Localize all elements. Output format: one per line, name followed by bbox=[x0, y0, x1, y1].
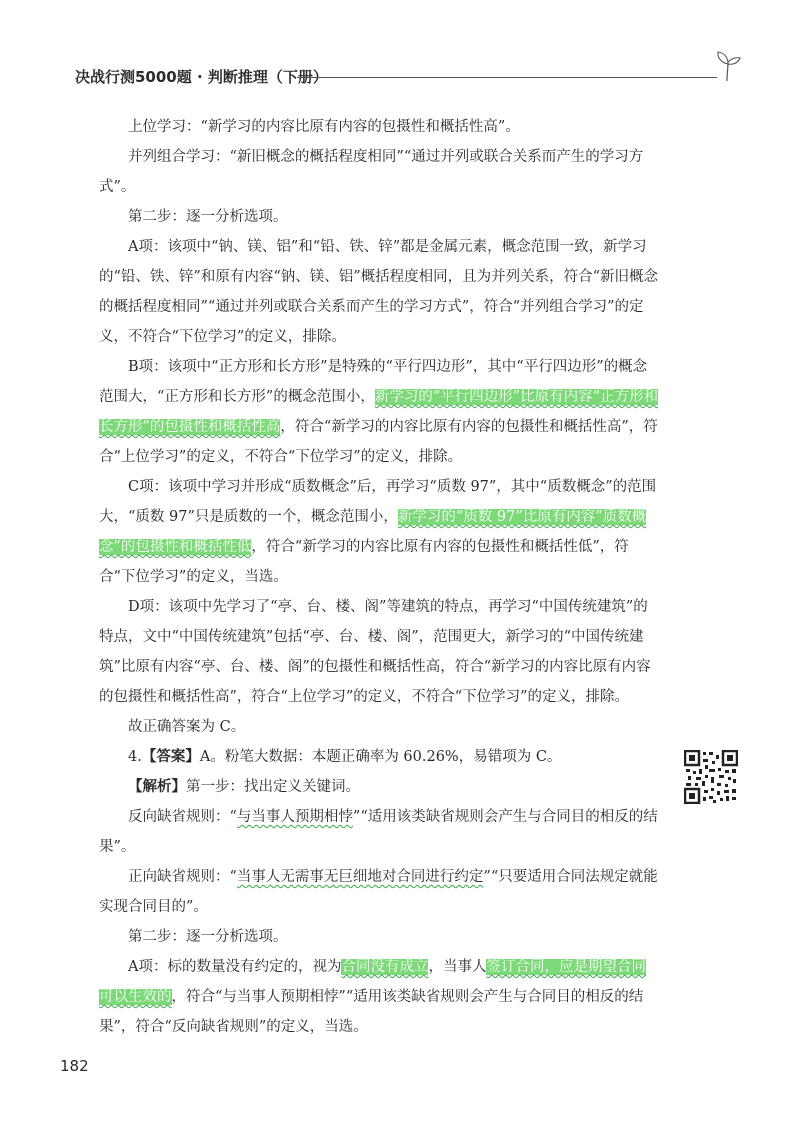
text-run: C项：该项中学习并形成“质数概念”后，再学习“质数 97”，其中“质数概念”的范围大，“质数 97”只是质数的一个，概念范围小， bbox=[99, 479, 657, 525]
body-text bbox=[99, 112, 659, 1042]
text-run: ，符合“新学习的内容比原有内容的包摄性和概括性高”，符合“上位学习”的定义，不符合“下位学习”的定义，排除。 bbox=[99, 419, 658, 465]
qr-code-icon[interactable] bbox=[684, 750, 738, 804]
sprout-icon bbox=[715, 48, 741, 82]
paragraph: D项：该项中先学习了“亭、台、楼、阁”等建筑的特点，再学习“中国传统建筑”的特点，文中“中国传统建筑”包括“亭、台、楼、阁”，范围更大，新学习的“中国传统建筑”比原有内容“亭、台、楼、阁”的包摄性和概括性高，符合“新学习的内容比原有内容的包摄性和概括性高”，符合“上位学习”的定义，不符合“下位学习”的定义，排除。 bbox=[99, 599, 651, 705]
highlighted-text: 合同没有成立 bbox=[341, 959, 429, 975]
text-run: ，当事人 bbox=[428, 959, 487, 975]
question-number: 4. bbox=[128, 749, 142, 765]
underlined-text: 与当事人预期相悖 bbox=[236, 809, 353, 825]
paragraph: 上位学习：“新学习的内容比原有内容的包摄性和概括性高”。 bbox=[128, 119, 520, 135]
text-run: ，符合“与当事人预期相悖”“适用该类缺省规则会产生与合同目的相反的结果”，符合“反向缺省规则”的定义，当选。 bbox=[99, 989, 644, 1035]
paragraph: 故正确答案为 C。 bbox=[128, 719, 246, 735]
analysis-label: 【解析】 bbox=[128, 778, 186, 795]
paragraph: A项：该项中“钠、镁、铝”和“铅、铁、锌”都是金属元素，概念范围一致，新学习的“铅、铁、锌”和原有内容“钠、镁、铝”概括程度相同，且为并列关系，符合“新旧概念的概括程度相同”“通过并列或联合关系而产生的学习方式”，符合“并列组合学习”的定义，不符合“下位学习”的定义，排除。 bbox=[99, 239, 659, 345]
paragraph bbox=[99, 862, 659, 922]
text-run: ”“适用该类缺省规则会产生与合同目的相反的结果”。 bbox=[99, 809, 658, 855]
text-run: A项：标的数量没有约定的，视为 bbox=[128, 959, 342, 975]
paragraph: 第二步：逐一分析选项。 bbox=[128, 929, 288, 945]
text-run: 反向缺省规则：“ bbox=[128, 809, 237, 825]
paragraph: 并列组合学习：“新旧概念的概括程度相同”“通过并列或联合关系而产生的学习方式”。 bbox=[99, 149, 644, 195]
paragraph: 第二步：逐一分析选项。 bbox=[128, 209, 288, 225]
answer-label: 【答案】 bbox=[141, 748, 200, 765]
book-title: 决战行测5000题 · 判断推理（下册） bbox=[75, 68, 328, 86]
header-rule bbox=[297, 77, 717, 78]
answer-line bbox=[99, 742, 659, 772]
paragraph bbox=[99, 952, 659, 1042]
text-run: ，符合“新学习的内容比原有内容的包摄性和概括性低”，符合“下位学习”的定义，当选。 bbox=[99, 539, 629, 585]
paragraph bbox=[99, 472, 659, 592]
running-header bbox=[75, 66, 730, 92]
paragraph bbox=[99, 802, 659, 862]
analysis-text: 第一步：找出定义关键词。 bbox=[186, 779, 360, 795]
highlighted-text: 签订合同，应是期望合同可以生效的 bbox=[99, 959, 646, 1005]
analysis-line bbox=[99, 772, 659, 802]
paragraph bbox=[99, 352, 659, 472]
highlighted-text: 新学习的“质数 97”比原有内容“质数概念”的包摄性和概括性低 bbox=[99, 509, 647, 555]
page-number: 182 bbox=[60, 1057, 89, 1075]
underlined-text: 当事人无需事无巨细地对合同进行约定 bbox=[236, 869, 484, 885]
answer-text: A。粉笔大数据：本题正确率为 60.26%，易错项为 C。 bbox=[199, 749, 562, 765]
text-run: B项：该项中“正方形和长方形”是特殊的“平行四边形”，其中“平行四边形”的概念范围大，“正方形和长方形”的概念范围小， bbox=[99, 359, 648, 405]
highlighted-text: 新学习的“平行四边形”比原有内容“正方形和长方形”的包摄性和概括性高 bbox=[99, 389, 659, 435]
text-run: 正向缺省规则：“ bbox=[128, 869, 237, 885]
text-run: ”“只要适用合同法规定就能实现合同目的”。 bbox=[99, 869, 658, 915]
